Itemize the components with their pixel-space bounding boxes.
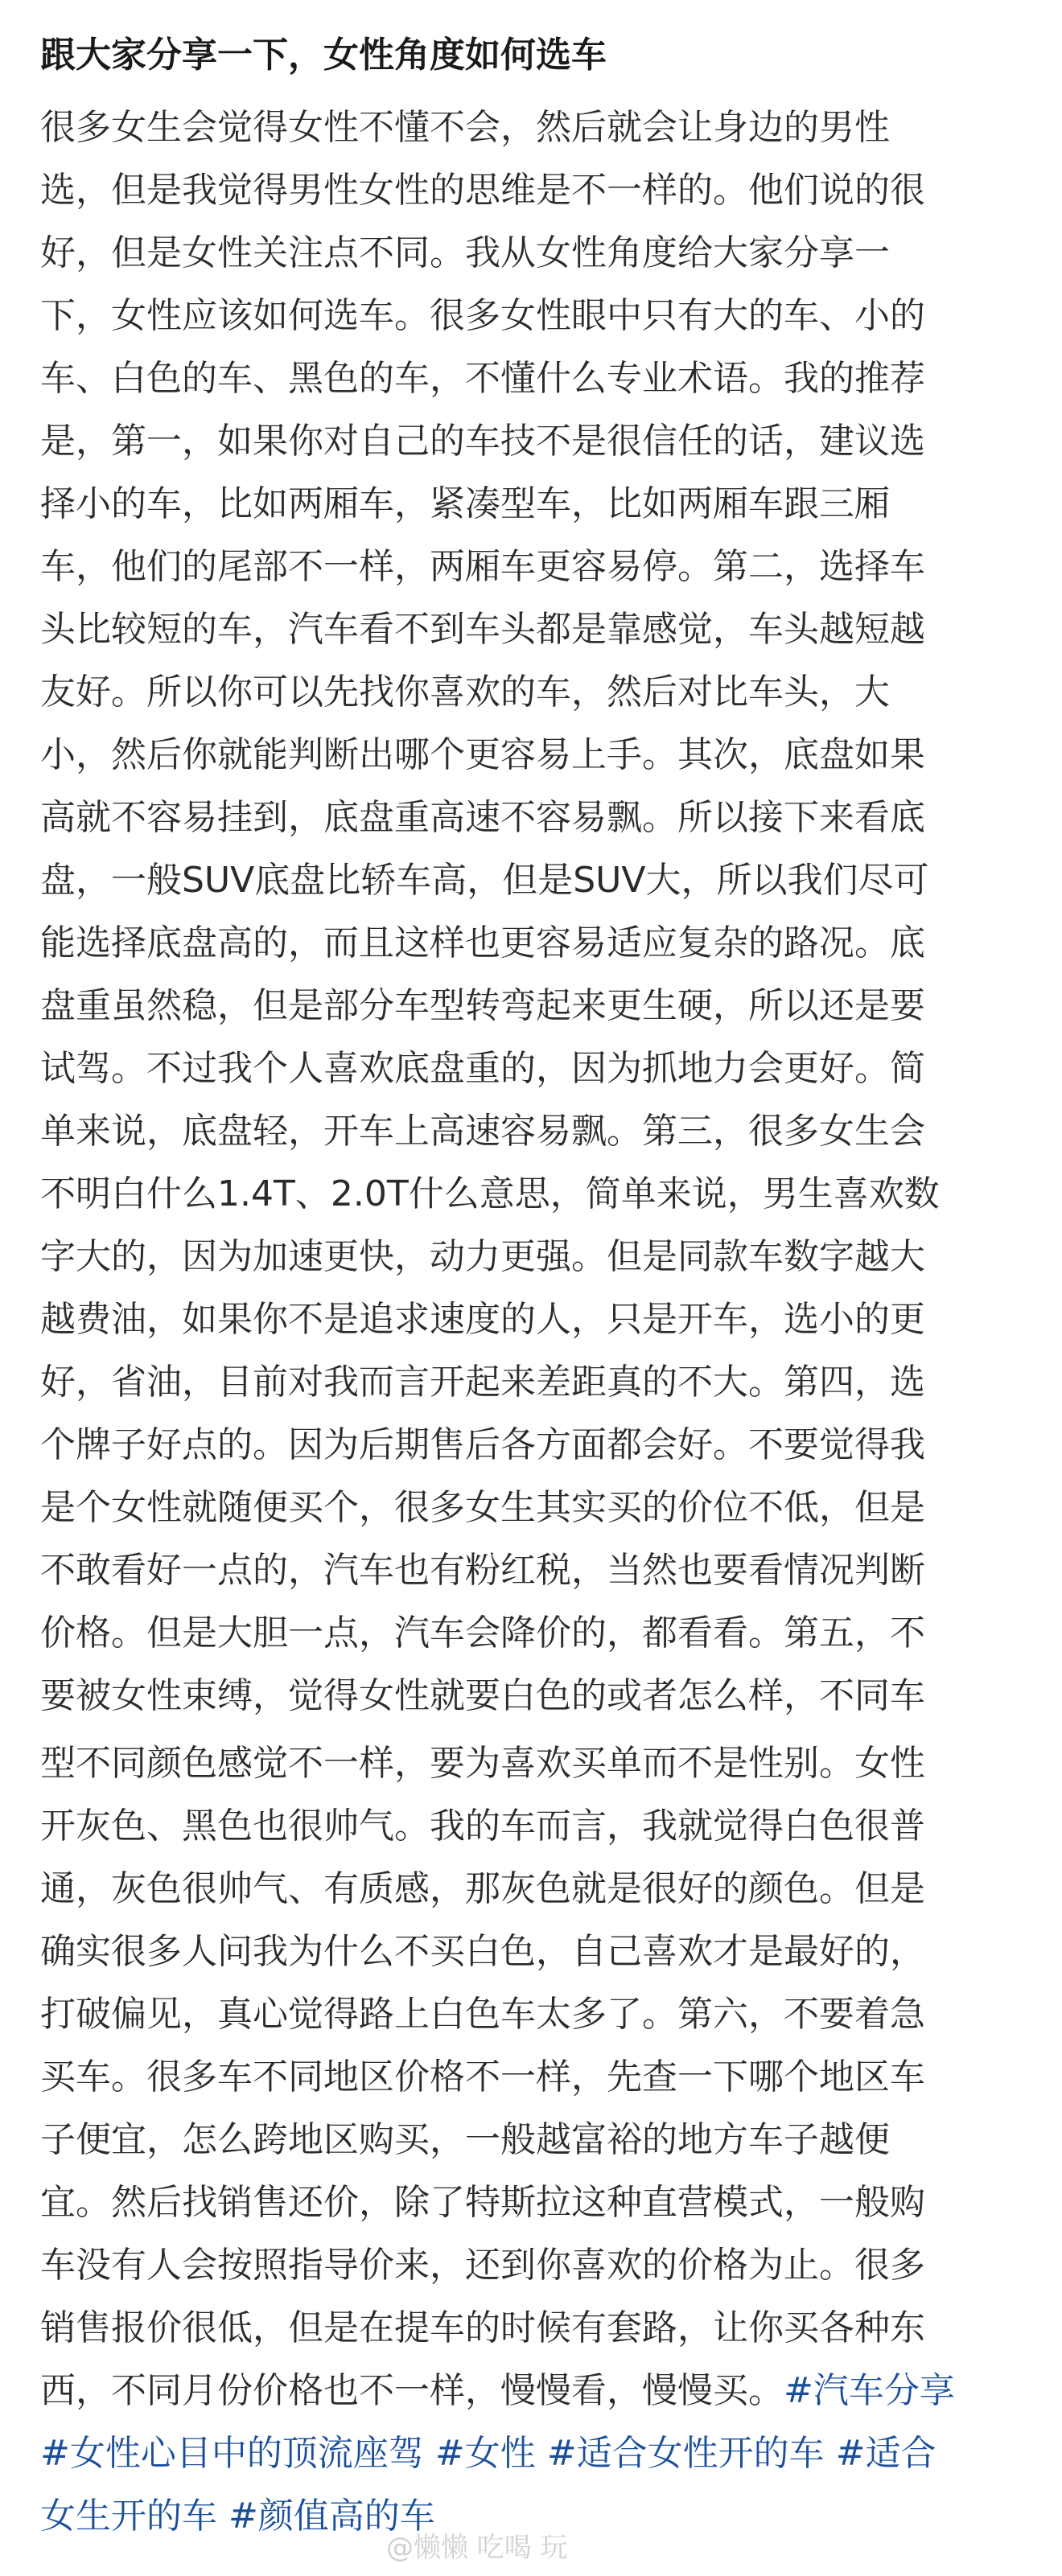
body-line-with-hashtag <box>40 2360 1030 2422</box>
body-line-text: 西，不同月份价格也不一样，慢慢看，慢慢买。 <box>40 2370 784 2411</box>
body-line: 头比较短的车，汽车看不到车头都是靠感觉，车头越短越 <box>40 609 925 650</box>
body-line: 价格。但是大胆一点，汽车会降价的，都看看。第五，不 <box>40 1613 925 1654</box>
body-line: 车、白色的车、黑色的车，不懂什么专业术语。我的推荐 <box>40 358 925 399</box>
body-line: 车，他们的尾部不一样，两厢车更容易停。第二，选择车 <box>40 546 925 587</box>
hashtag-suitable-girls[interactable]: #适合 <box>835 2433 936 2474</box>
body-line: 单来说，底盘轻，开车上高速容易飘。第三，很多女生会 <box>40 1111 925 1152</box>
body-line: 子便宜，怎么跨地区购买，一般越富裕的地方车子越便 <box>40 2119 890 2160</box>
body-line: 很多女生会觉得女性不懂不会，然后就会让身边的男性 <box>40 107 890 148</box>
body-line: 打破偏见，真心觉得路上白色车太多了。第六，不要着急 <box>40 1994 925 2035</box>
body-line: 销售报价很低，但是在提车的时候有套路，让你买各种东 <box>40 2307 925 2348</box>
body-line: 试驾。不过我个人喜欢底盘重的，因为抓地力会更好。简 <box>40 1048 925 1089</box>
body-line: 能选择底盘高的，而且这样也更容易适应复杂的路况。底 <box>40 922 925 963</box>
body-line: 买车。很多车不同地区价格不一样，先查一下哪个地区车 <box>40 2056 925 2097</box>
hashtag-car-share[interactable]: #汽车分享 <box>784 2370 955 2411</box>
hashtag-line <box>40 2422 1030 2485</box>
body-line: 型不同颜色感觉不一样，要为喜欢买单而不是性别。女性 <box>40 1743 925 1784</box>
body-line: 好，省油，目前对我而言开起来差距真的不大。第四，选 <box>40 1362 925 1403</box>
body-line: 开灰色、黑色也很帅气。我的车而言，我就觉得白色很普 <box>40 1806 925 1847</box>
body-line: 是个女性就随便买个，很多女生其实买的价位不低，但是 <box>40 1487 925 1528</box>
hashtag-top-seat[interactable]: #女性心目中的顶流座驾 <box>40 2433 424 2474</box>
post-container <box>40 24 1030 2548</box>
body-line: 确实很多人问我为什么不买白色，自己喜欢才是最好的， <box>40 1931 925 1972</box>
body-line: 要被女性束缚，觉得女性就要白色的或者怎么样，不同车 <box>40 1675 925 1716</box>
body-line: 盘，一般SUV底盘比轿车高，但是SUV大，所以我们尽可 <box>40 860 929 901</box>
hashtag-looks[interactable]: #颜值高的车 <box>228 2496 435 2537</box>
body-line: 越费油，如果你不是追求速度的人，只是开车，选小的更 <box>40 1299 925 1340</box>
body-line: 下，女性应该如何选车。很多女性眼中只有大的车、小的 <box>40 295 925 336</box>
body-line: 好，但是女性关注点不同。我从女性角度给大家分享一 <box>40 232 890 273</box>
body-line: 是，第一，如果你对自己的车技不是很信任的话，建议选 <box>40 421 925 462</box>
hashtag-suitable-women[interactable]: #适合女性开的车 <box>546 2433 825 2474</box>
body-line: 高就不容易挂到，底盘重高速不容易飘。所以接下来看底 <box>40 797 925 838</box>
body-line: 盘重虽然稳，但是部分车型转弯起来更生硬，所以还是要 <box>40 985 925 1026</box>
watermark: @懒懒 吃喝 玩 <box>386 2532 568 2564</box>
body-line: 车没有人会按照指导价来，还到你喜欢的价格为止。很多 <box>40 2245 925 2286</box>
hashtag-suitable-girls-cont[interactable]: 女生开的车 <box>40 2496 217 2537</box>
post-body <box>40 97 1030 2548</box>
body-line: 选，但是我觉得男性女性的思维是不一样的。他们说的很 <box>40 170 925 211</box>
body-line: 宜。然后找销售还价，除了特斯拉这种直营模式，一般购 <box>40 2182 925 2223</box>
body-line: 个牌子好点的。因为后期售后各方面都会好。不要觉得我 <box>40 1424 925 1465</box>
post-title: 跟大家分享一下，女性角度如何选车 <box>40 35 607 76</box>
body-line: 字大的，因为加速更快，动力更强。但是同款车数字越大 <box>40 1236 925 1277</box>
body-line: 不敢看好一点的，汽车也有粉红税，当然也要看情况判断 <box>40 1550 925 1591</box>
body-line: 通，灰色很帅气、有质感，那灰色就是很好的颜色。但是 <box>40 1868 925 1909</box>
body-line: 择小的车，比如两厢车，紧凑型车，比如两厢车跟三厢 <box>40 483 890 524</box>
hashtag-female[interactable]: #女性 <box>434 2433 536 2474</box>
body-line: 友好。所以你可以先找你喜欢的车，然后对比车头，大 <box>40 672 890 713</box>
body-line: 不明白什么1.4T、2.0T什么意思，简单来说，男生喜欢数 <box>40 1173 940 1214</box>
body-line: 小，然后你就能判断出哪个更容易上手。其次，底盘如果 <box>40 734 925 775</box>
